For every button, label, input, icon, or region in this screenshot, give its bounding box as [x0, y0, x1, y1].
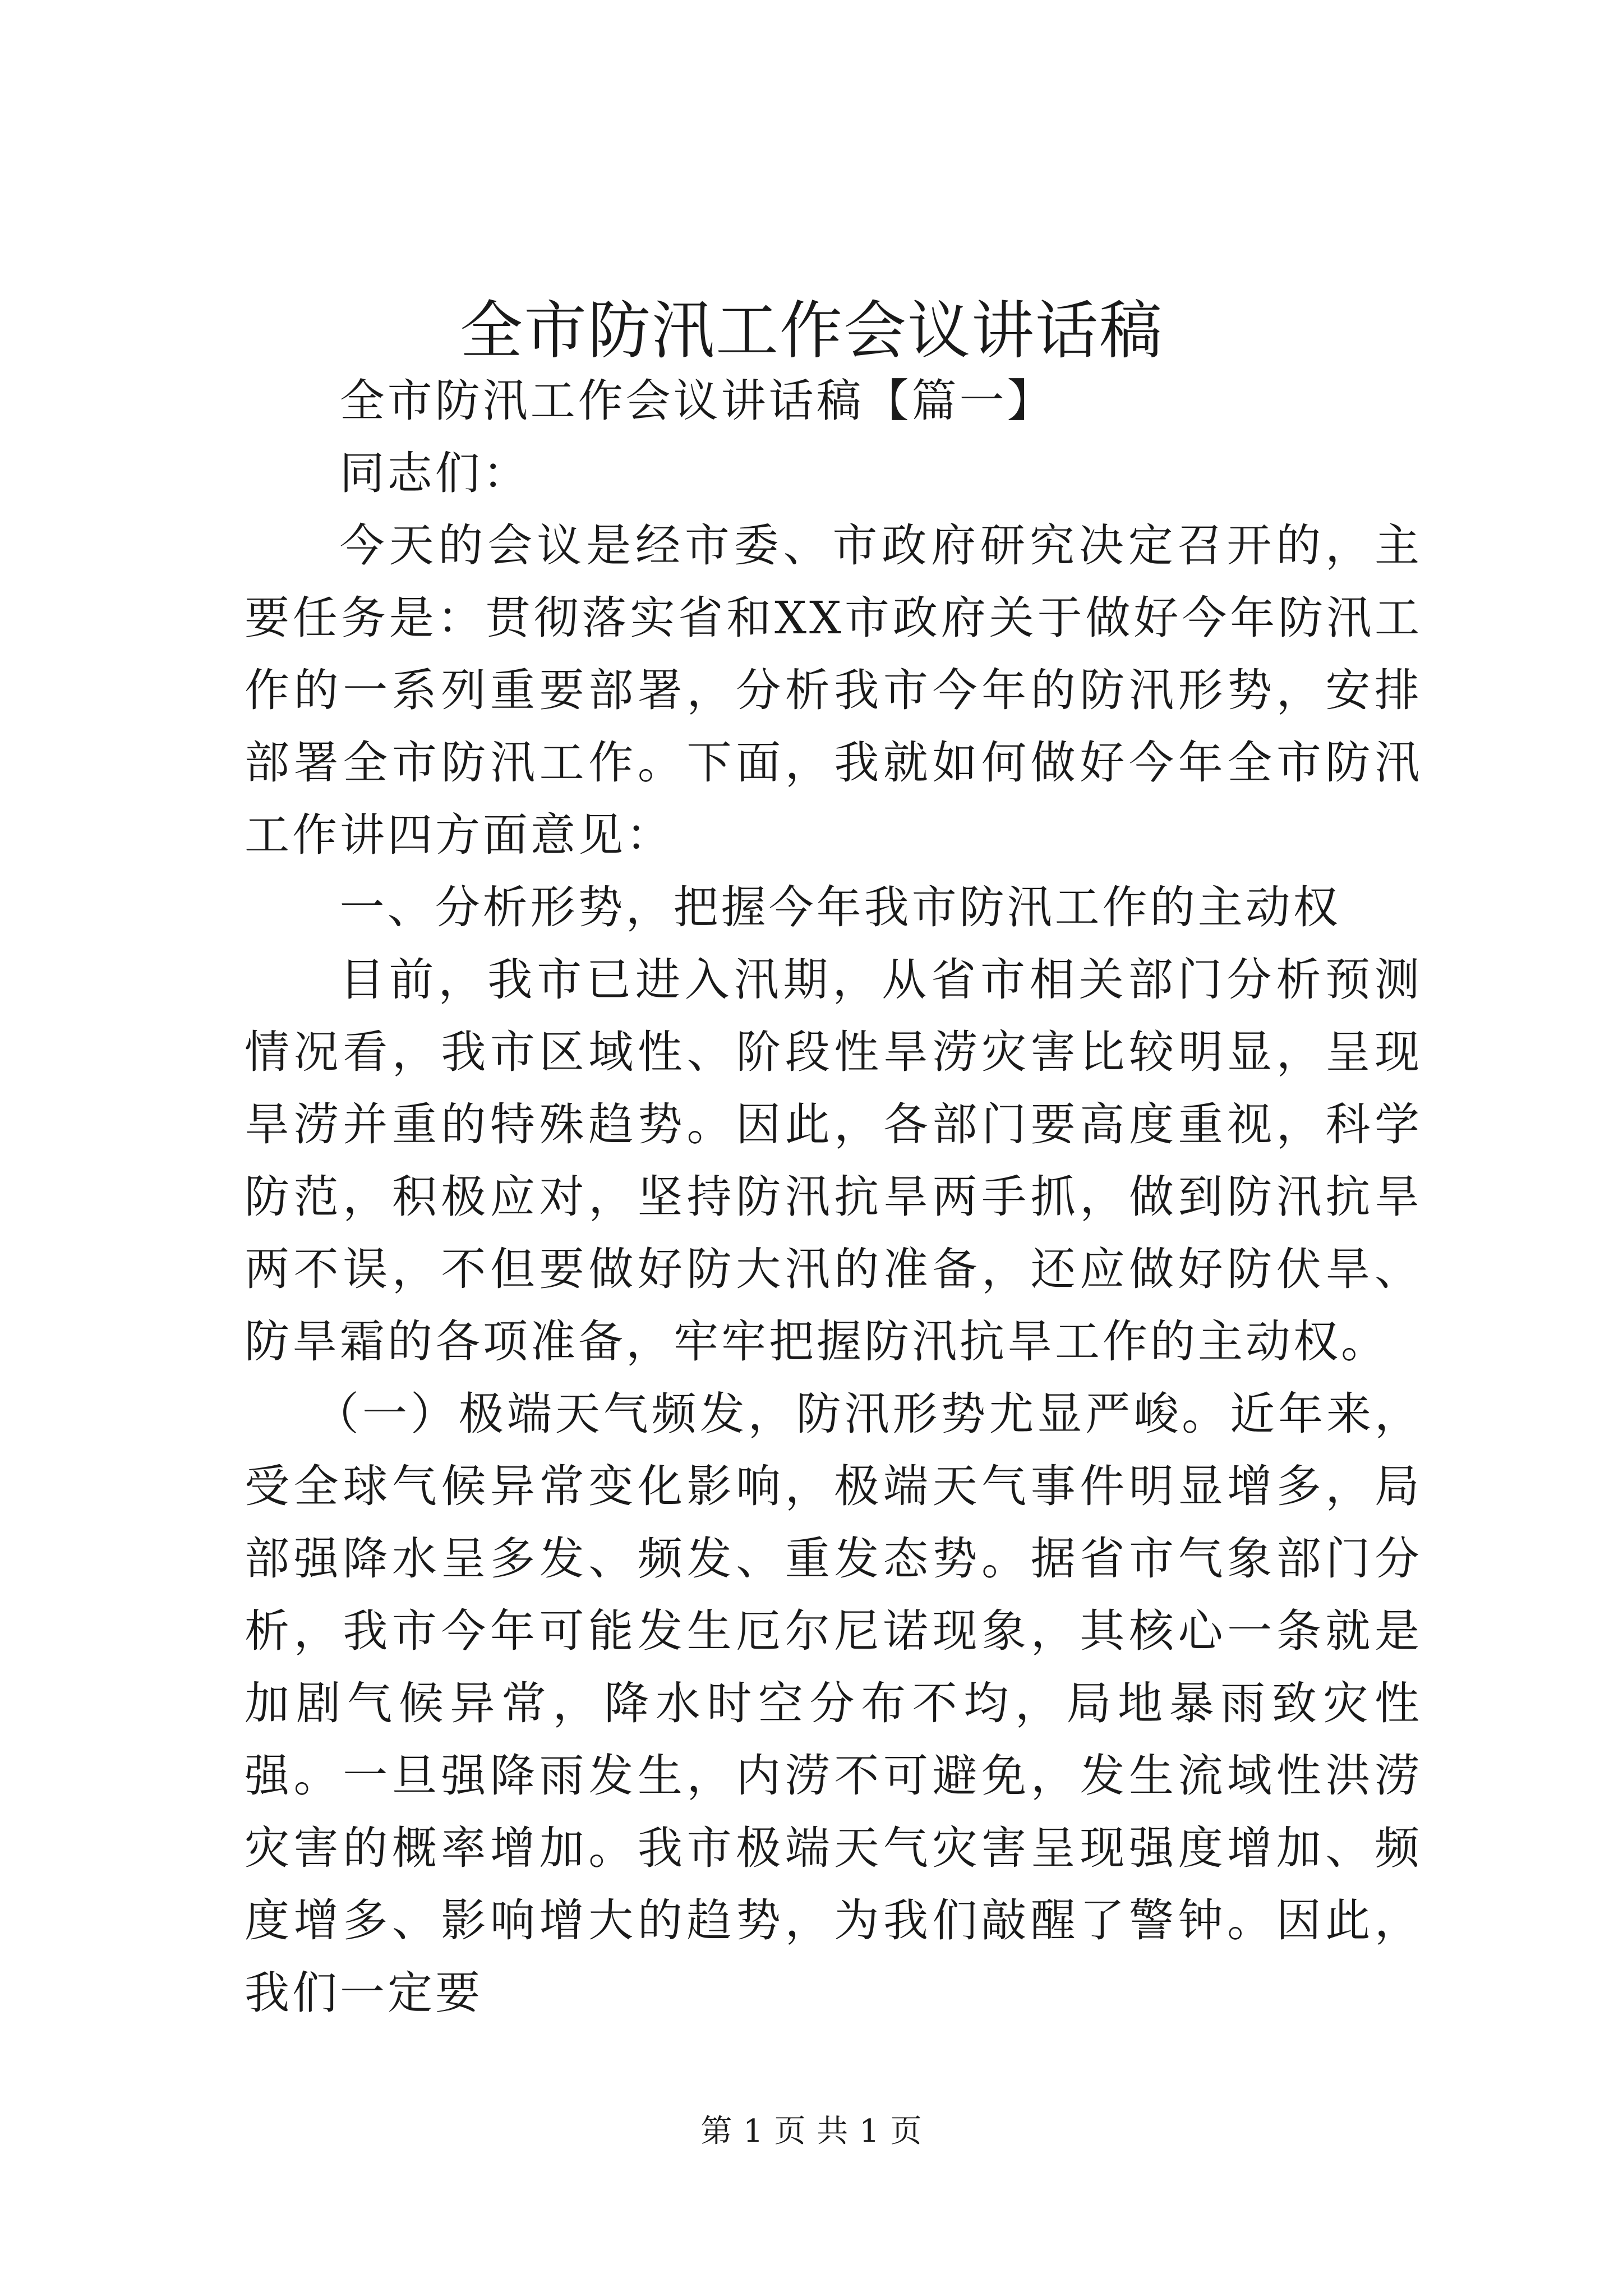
paragraph: 目前，我市已进入汛期，从省市相关部门分析预测情况看，我市区域性、阶段性旱涝灾害比较明显，呈现旱涝并重的特殊趋势。因此，各部门要高度重视，科学防范，积极应对，坚持防汛抗旱两手抓，做到防汛抗旱两不误，不但要做好防大汛的准备，还应做好防伏旱、防旱霜的各项准备，牢牢把握防汛抗旱工作的主动权。 [245, 954, 1422, 1368]
section-heading: 一、分析形势，把握今年我市防汛工作的主动权 [339, 881, 1341, 933]
page-footer: 第 1 页 共 1 页 [700, 2113, 923, 2150]
document-body [245, 365, 1422, 2029]
section-heading: 全市防汛工作会议讲话稿【篇一】 [339, 375, 1055, 427]
paragraph: 今天的会议是经市委、市政府研究决定召开的，主要任务是：贯彻落实省和XX市政府关于做好今年防汛工作的一系列重要部署，分析我市今年的防汛形势，安排部署全市防汛工作。下面，我就如何做好今年全市防汛工作讲四方面意见： [245, 519, 1422, 861]
document-title: 全市防汛工作会议讲话稿 [460, 295, 1163, 367]
salutation: 同志们： [339, 447, 531, 499]
paragraph: （一）极端天气频发，防汛形势尤显严峻。近年来，受全球气候异常变化影响，极端天气事件明显增多，局部强降水呈多发、频发、重发态势。据省市气象部门分析，我市今年可能发生厄尔尼诺现象，其核心一条就是加剧气候异常，降水时空分布不均，局地暴雨致灾性强。一旦强降雨发生，内涝不可避免，发生流域性洪涝灾害的概率增加。我市极端天气灾害呈现强度增加、频度增多、影响增大的趋势，为我们敲醒了警钟。因此，我们一定要 [245, 1388, 1422, 2019]
